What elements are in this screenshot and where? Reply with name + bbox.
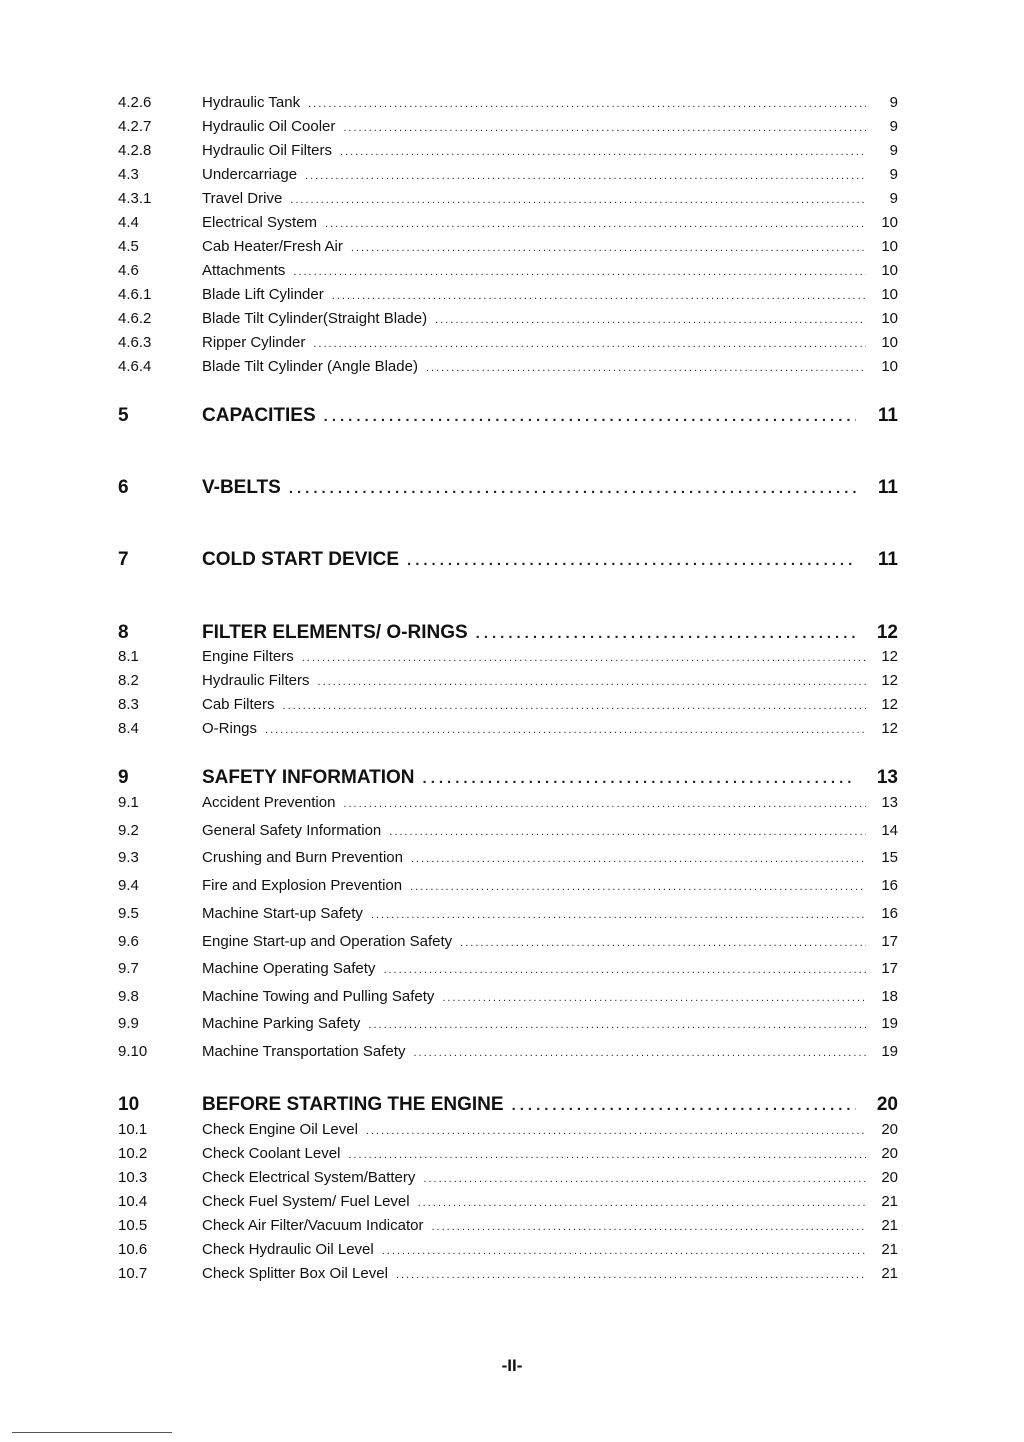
toc-entry-title: Hydraulic Tank <box>202 94 301 111</box>
toc-entry-page: 20 <box>881 1145 898 1162</box>
dot-leader <box>476 621 856 647</box>
toc-entry-number: 4.2.8 <box>118 142 152 159</box>
toc-entry-leader <box>202 357 866 378</box>
toc-entry-row[interactable] <box>0 1042 1024 1062</box>
toc-entry-page: 10 <box>881 238 898 255</box>
toc-section-row[interactable] <box>0 475 1024 501</box>
toc-entry-leader <box>202 848 866 869</box>
dot-leader <box>383 960 866 980</box>
toc-entry-row[interactable] <box>0 876 1024 896</box>
toc-entry-number: 9.7 <box>118 960 139 977</box>
dot-leader <box>308 94 866 114</box>
toc-entry-row[interactable] <box>0 165 1024 185</box>
toc-entry-title: Check Splitter Box Oil Level <box>202 1265 388 1282</box>
toc-entry-row[interactable] <box>0 647 1024 667</box>
toc-entry-number: 8 <box>118 622 129 643</box>
toc-entry-leader <box>202 719 866 740</box>
toc-entry-number: 4.3.1 <box>118 190 152 207</box>
toc-entry-row[interactable] <box>0 309 1024 329</box>
toc-entry-leader <box>202 647 866 668</box>
toc-entry-leader <box>202 141 866 162</box>
toc-entry-leader <box>202 117 866 138</box>
toc-entry-row[interactable] <box>0 1240 1024 1260</box>
toc-entry-leader <box>202 765 856 792</box>
toc-entry-title: Crushing and Burn Prevention <box>202 849 403 866</box>
toc-entry-row[interactable] <box>0 793 1024 813</box>
toc-section-row[interactable] <box>0 1092 1024 1118</box>
toc-entry-row[interactable] <box>0 695 1024 715</box>
toc-entry-number: 4.6.2 <box>118 310 152 327</box>
toc-entry-row[interactable] <box>0 261 1024 281</box>
toc-entry-page: 12 <box>881 696 898 713</box>
toc-entry-leader <box>202 1168 866 1189</box>
toc-section-row[interactable] <box>0 403 1024 429</box>
toc-entry-leader <box>202 1264 866 1285</box>
toc-entry-number: 9.10 <box>118 1043 148 1060</box>
toc-entry-leader <box>202 285 866 306</box>
toc-entry-number: 4.6.4 <box>118 358 152 375</box>
dot-leader <box>305 166 866 186</box>
dot-leader <box>431 1217 866 1237</box>
dot-leader <box>302 648 866 668</box>
toc-entry-leader <box>202 1092 856 1119</box>
toc-entry-number: 4.6.1 <box>118 286 152 303</box>
toc-entry-page: 9 <box>889 190 898 207</box>
toc-entry-number: 9.6 <box>118 933 139 950</box>
toc-entry-title: Blade Tilt Cylinder(Straight Blade) <box>202 310 428 327</box>
toc-entry-row[interactable] <box>0 237 1024 257</box>
toc-entry-page: 10 <box>881 334 898 351</box>
dot-leader <box>313 334 866 354</box>
toc-entry-number: 8.2 <box>118 672 139 689</box>
toc-entry-number: 4.3 <box>118 166 139 183</box>
toc-entry-title: Check Electrical System/Battery <box>202 1169 416 1186</box>
toc-entry-number: 4.6.3 <box>118 334 152 351</box>
toc-entry-page: 11 <box>877 477 898 498</box>
dot-leader <box>407 548 856 574</box>
toc-entry-title: Machine Parking Safety <box>202 1015 361 1032</box>
toc-entry-title: Machine Transportation Safety <box>202 1043 406 1060</box>
toc-entry-page: 20 <box>881 1121 898 1138</box>
toc-entry-page: 12 <box>881 648 898 665</box>
dot-leader <box>410 877 866 897</box>
toc-entry-page: 21 <box>881 1241 898 1258</box>
toc-entry-row[interactable] <box>0 1264 1024 1284</box>
toc-entry-title: Undercarriage <box>202 166 298 183</box>
toc-entry-page: 10 <box>881 310 898 327</box>
dot-leader <box>283 696 866 716</box>
toc-entry-page: 9 <box>889 166 898 183</box>
toc-entry-title: O-Rings <box>202 720 258 737</box>
toc-entry-row[interactable] <box>0 1192 1024 1212</box>
toc-entry-leader <box>202 932 866 953</box>
toc-entry-number: 9.3 <box>118 849 139 866</box>
dot-leader <box>340 142 866 162</box>
toc-entry-title: V-BELTS <box>202 477 281 498</box>
toc-entry-leader <box>202 93 866 114</box>
toc-entry-leader <box>202 261 866 282</box>
toc-entry-number: 10.2 <box>118 1145 148 1162</box>
dot-leader <box>332 286 866 306</box>
toc-entry-leader <box>202 1144 866 1165</box>
toc-entry-number: 8.3 <box>118 696 139 713</box>
dot-leader <box>293 262 866 282</box>
toc-entry-page: 20 <box>876 1094 898 1115</box>
toc-entry-number: 10.4 <box>118 1193 148 1210</box>
toc-entry-leader <box>202 959 866 980</box>
toc-entry-leader <box>202 620 856 647</box>
toc-entry-title: Hydraulic Filters <box>202 672 310 689</box>
toc-entry-leader <box>202 309 866 330</box>
toc-entry-page: 13 <box>876 767 898 788</box>
toc-entry-row[interactable] <box>0 117 1024 137</box>
toc-entry-page: 17 <box>881 933 898 950</box>
toc-section-row[interactable] <box>0 547 1024 573</box>
toc-entry-row[interactable] <box>0 1168 1024 1188</box>
toc-entry-number: 9.2 <box>118 822 139 839</box>
toc-entry-title: COLD START DEVICE <box>202 549 400 570</box>
toc-entry-title: Engine Filters <box>202 648 294 665</box>
toc-entry-number: 10.7 <box>118 1265 148 1282</box>
toc-entry-number: 8.4 <box>118 720 139 737</box>
toc-entry-page: 10 <box>881 214 898 231</box>
toc-entry-leader <box>202 821 866 842</box>
dot-leader <box>265 720 866 740</box>
toc-entry-number: 9.9 <box>118 1015 139 1032</box>
toc-entry-leader <box>202 1192 866 1213</box>
toc-entry-title: Cab Heater/Fresh Air <box>202 238 343 255</box>
toc-entry-page: 13 <box>881 794 898 811</box>
toc-entry-leader <box>202 189 866 210</box>
toc-entry-leader <box>202 793 866 814</box>
dot-leader <box>348 1145 866 1165</box>
toc-entry-title: BEFORE STARTING THE ENGINE <box>202 1094 504 1115</box>
toc-entry-number: 7 <box>118 549 129 570</box>
dot-leader <box>411 849 866 869</box>
toc-entry-title: Hydraulic Oil Filters <box>202 142 333 159</box>
toc-entry-row[interactable] <box>0 189 1024 209</box>
toc-entry-page: 21 <box>881 1193 898 1210</box>
toc-entry-page: 18 <box>881 988 898 1005</box>
scan-edge-line <box>12 1432 172 1433</box>
toc-entry-row[interactable] <box>0 357 1024 377</box>
dot-leader <box>396 1265 866 1285</box>
dot-leader <box>371 905 866 925</box>
toc-entry-title: General Safety Information <box>202 822 382 839</box>
toc-entry-page: 16 <box>881 877 898 894</box>
toc-entry-leader <box>202 904 866 925</box>
toc-entry-number: 9.5 <box>118 905 139 922</box>
dot-leader <box>423 766 856 792</box>
toc-entry-leader <box>202 671 866 692</box>
toc-entry-page: 19 <box>881 1015 898 1032</box>
dot-leader <box>389 822 866 842</box>
toc-section-row[interactable] <box>0 620 1024 646</box>
toc-entry-title: Electrical System <box>202 214 318 231</box>
toc-entry-title: Hydraulic Oil Cooler <box>202 118 336 135</box>
toc-entry-page: 12 <box>881 720 898 737</box>
toc-entry-title: Cab Filters <box>202 696 275 713</box>
toc-entry-number: 4.5 <box>118 238 139 255</box>
dot-leader <box>418 1193 866 1213</box>
toc-entry-number: 4.4 <box>118 214 139 231</box>
toc-entry-title: Machine Towing and Pulling Safety <box>202 988 435 1005</box>
toc-section-row[interactable] <box>0 765 1024 791</box>
toc-entry-row[interactable] <box>0 987 1024 1007</box>
toc-entry-page: 19 <box>881 1043 898 1060</box>
toc-entry-number: 4.2.6 <box>118 94 152 111</box>
dot-leader <box>460 933 866 953</box>
toc-entry-title: Blade Lift Cylinder <box>202 286 324 303</box>
toc-entry-page: 16 <box>881 905 898 922</box>
toc-entry-number: 10.5 <box>118 1217 148 1234</box>
dot-leader <box>290 190 866 210</box>
dot-leader <box>426 358 866 378</box>
toc-entry-row[interactable] <box>0 932 1024 952</box>
toc-entry-title: Accident Prevention <box>202 794 336 811</box>
toc-entry-row[interactable] <box>0 848 1024 868</box>
toc-entry-number: 4.6 <box>118 262 139 279</box>
toc-entry-title: Check Air Filter/Vacuum Indicator <box>202 1217 424 1234</box>
toc-entry-title: Ripper Cylinder <box>202 334 306 351</box>
toc-entry-leader <box>202 1216 866 1237</box>
toc-entry-page: 15 <box>881 849 898 866</box>
dot-leader <box>343 794 866 814</box>
toc-entry-row[interactable] <box>0 821 1024 841</box>
toc-entry-row[interactable] <box>0 285 1024 305</box>
toc-entry-title: Travel Drive <box>202 190 283 207</box>
toc-entry-number: 9.1 <box>118 794 139 811</box>
toc-entry-title: Check Hydraulic Oil Level <box>202 1241 374 1258</box>
toc-entry-page: 21 <box>881 1265 898 1282</box>
toc-entry-title: CAPACITIES <box>202 405 316 426</box>
toc-entry-number: 6 <box>118 477 129 498</box>
toc-entry-leader <box>202 987 866 1008</box>
toc-entry-page: 9 <box>889 118 898 135</box>
toc-entry-number: 10 <box>118 1094 140 1115</box>
toc-entry-title: Check Engine Oil Level <box>202 1121 358 1138</box>
dot-leader <box>366 1121 866 1141</box>
toc-entry-page: 11 <box>877 405 898 426</box>
toc-entry-row[interactable] <box>0 1120 1024 1140</box>
toc-entry-title: Machine Start-up Safety <box>202 905 363 922</box>
toc-entry-page: 9 <box>889 94 898 111</box>
toc-entry-row[interactable] <box>0 1144 1024 1164</box>
toc-entry-leader <box>202 475 856 502</box>
toc-entry-row[interactable] <box>0 1014 1024 1034</box>
toc-entry-title: FILTER ELEMENTS/ O-RINGS <box>202 622 468 643</box>
toc-entry-leader <box>202 165 866 186</box>
toc-entry-title: SAFETY INFORMATION <box>202 767 415 788</box>
toc-entry-row[interactable] <box>0 959 1024 979</box>
toc-entry-leader <box>202 1120 866 1141</box>
dot-leader <box>324 404 856 430</box>
toc-entry-number: 10.6 <box>118 1241 148 1258</box>
dot-leader <box>413 1043 866 1063</box>
toc-entry-row[interactable] <box>0 333 1024 353</box>
toc-entry-page: 11 <box>877 549 898 570</box>
toc-entry-row[interactable] <box>0 904 1024 924</box>
toc-entry-title: Attachments <box>202 262 286 279</box>
dot-leader <box>382 1241 866 1261</box>
toc-entry-title: Check Coolant Level <box>202 1145 341 1162</box>
toc-entry-leader <box>202 237 866 258</box>
page-number-footer: -II- <box>501 1356 523 1375</box>
toc-entry-page: 9 <box>889 142 898 159</box>
dot-leader <box>318 672 866 692</box>
toc-entry-row[interactable] <box>0 141 1024 161</box>
toc-entry-leader <box>202 547 856 574</box>
toc-entry-number: 8.1 <box>118 648 139 665</box>
dot-leader <box>325 214 866 234</box>
toc-entry-row[interactable] <box>0 93 1024 113</box>
toc-entry-page: 14 <box>881 822 898 839</box>
dot-leader <box>343 118 866 138</box>
toc-entry-page: 21 <box>881 1217 898 1234</box>
toc-entry-leader <box>202 876 866 897</box>
toc-entry-title: Engine Start-up and Operation Safety <box>202 933 453 950</box>
dot-leader <box>368 1015 866 1035</box>
dot-leader <box>351 238 866 258</box>
toc-entry-number: 10.1 <box>118 1121 148 1138</box>
dot-leader <box>442 988 866 1008</box>
toc-entry-row[interactable] <box>0 1216 1024 1236</box>
dot-leader <box>435 310 866 330</box>
toc-entry-leader <box>202 1240 866 1261</box>
toc-entry-leader <box>202 403 856 430</box>
toc-entry-page: 10 <box>881 286 898 303</box>
toc-entry-leader <box>202 333 866 354</box>
dot-leader <box>423 1169 866 1189</box>
toc-entry-title: Blade Tilt Cylinder (Angle Blade) <box>202 358 418 375</box>
toc-entry-number: 4.2.7 <box>118 118 152 135</box>
toc-entry-number: 9 <box>118 767 129 788</box>
toc-entry-leader <box>202 213 866 234</box>
toc-entry-number: 5 <box>118 405 129 426</box>
toc-entry-leader <box>202 1014 866 1035</box>
toc-entry-number: 9.4 <box>118 877 139 894</box>
toc-entry-leader <box>202 695 866 716</box>
toc-entry-number: 9.8 <box>118 988 139 1005</box>
toc-entry-page: 12 <box>876 622 898 643</box>
toc-entry-row[interactable] <box>0 719 1024 739</box>
toc-entry-page: 20 <box>881 1169 898 1186</box>
toc-entry-page: 12 <box>881 672 898 689</box>
toc-entry-page: 10 <box>881 358 898 375</box>
toc-entry-title: Check Fuel System/ Fuel Level <box>202 1193 410 1210</box>
toc-entry-row[interactable] <box>0 213 1024 233</box>
toc-entry-title: Fire and Explosion Prevention <box>202 877 403 894</box>
dot-leader <box>512 1093 856 1119</box>
toc-entry-row[interactable] <box>0 671 1024 691</box>
dot-leader <box>289 476 856 502</box>
toc-entry-number: 10.3 <box>118 1169 148 1186</box>
toc-entry-title: Machine Operating Safety <box>202 960 376 977</box>
toc-entry-leader <box>202 1042 866 1063</box>
toc-entry-page: 10 <box>881 262 898 279</box>
toc-entry-page: 17 <box>881 960 898 977</box>
